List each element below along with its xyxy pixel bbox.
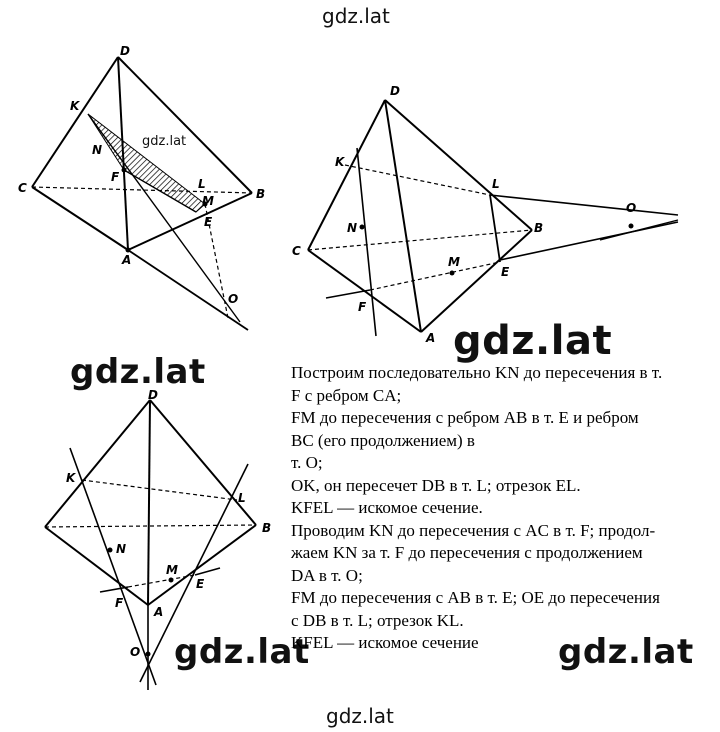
solution-line: Проводим KN до пересечения с AC в т. F; продол-: [291, 520, 656, 540]
fig1-label-c: C: [18, 181, 27, 195]
fig3-label-d: D: [148, 388, 158, 402]
solution-line: F с ребром CA;: [291, 385, 402, 405]
solution-text: [291, 362, 701, 655]
fig2-label-b: B: [534, 221, 544, 235]
watermark-bottom-left: gdz.lat: [174, 632, 310, 672]
fig2-label-l: L: [492, 177, 500, 191]
solution-line: Построим последовательно KN до пересечения в т.: [291, 363, 663, 382]
watermark-middle-right: gdz.lat: [453, 318, 613, 364]
fig3-label-n: N: [116, 542, 127, 556]
fig2-label-f: F: [358, 300, 367, 314]
fig2-label-o: O: [626, 201, 637, 215]
fig3-label-m: M: [166, 563, 178, 577]
fig1-label-o: O: [228, 292, 239, 306]
fig3-label-l: L: [238, 491, 246, 505]
fig3-label-f: F: [115, 596, 124, 610]
solution-line: KFEL — искомое сечение: [291, 633, 479, 652]
fig2-label-m: M: [448, 255, 460, 269]
solution-line: FM до пересечения с ребром AB в т. E и ребром: [291, 408, 639, 427]
solution-line: BC (его продолжением) в: [291, 430, 475, 450]
solution-line: т. O;: [291, 453, 323, 472]
fig2-label-d: D: [390, 84, 400, 98]
solution-line: с DB в т. L; отрезок KL.: [291, 610, 464, 630]
fig3-label-a: A: [154, 605, 164, 619]
watermark-bottom: gdz.lat: [326, 704, 394, 728]
solution-line: KFEL — искомое сечение.: [291, 498, 483, 517]
fig3-label-o: O: [130, 645, 141, 659]
fig2-label-e: E: [501, 265, 510, 279]
watermark-bottom-right: gdz.lat: [558, 632, 694, 672]
fig2-label-a: A: [426, 331, 436, 345]
fig1-label-e: E: [204, 215, 213, 229]
fig1-label-k: K: [70, 99, 80, 113]
fig2-label-n: N: [347, 221, 358, 235]
fig3-label-e: E: [196, 577, 205, 591]
fig1-label-n: N: [92, 143, 103, 157]
solution-line: FM до пересечения с AB в т. E; OE до пересечения: [291, 588, 660, 607]
fig3-label-b: B: [262, 521, 272, 535]
fig3-label-k: K: [66, 471, 76, 485]
fig2-label-c: C: [292, 244, 301, 258]
fig1-label-a: A: [122, 253, 132, 267]
fig1-label-b: B: [256, 187, 266, 201]
fig1-label-l: L: [198, 177, 206, 191]
solution-line: жаем KN за т. F до пересечения с продолжением: [291, 543, 643, 562]
fig2-label-k: K: [335, 155, 345, 169]
watermark-figure-1: gdz.lat: [142, 134, 187, 149]
fig1-label-f: F: [111, 170, 120, 184]
solution-line: OK, он пересечет DB в т. L; отрезок EL.: [291, 475, 581, 495]
fig1-label-m: M: [202, 194, 214, 208]
fig1-label-d: D: [120, 44, 130, 58]
watermark-top: gdz.lat: [322, 4, 390, 28]
solution-line: DA в т. O;: [291, 565, 363, 585]
watermark-middle-left: gdz.lat: [70, 352, 206, 392]
